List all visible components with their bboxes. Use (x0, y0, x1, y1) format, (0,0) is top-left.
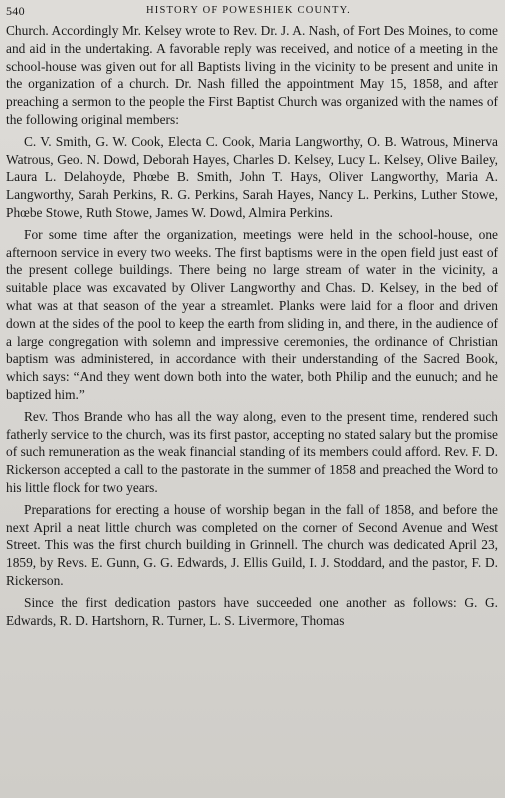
paragraph-succeeding-pastors: Since the first dedication pastors have succeeded one another as follows: G. G. Edwards, R. D. Hartshorn, R. Turner, L. S. Livermore, Thomas (6, 594, 498, 628)
page-header (6, 3, 496, 19)
paragraph-church-organization: Church. Accordingly Mr. Kelsey wrote to Rev. Dr. J. A. Nash, of Fort Des Moines, to come and aid in the undertaking. A favorable reply was received, and notice of a meeting in the school-house was given out for all Baptists living in the vicinity to be present and unite in the organization of a church. Dr. Nash filled the appointment May 15, 1858, and after preaching a sermon to the people the First Baptist Church was organized with the names of the following original members: (6, 23, 498, 127)
paragraph-original-members: C. V. Smith, G. W. Cook, Electa C. Cook, Maria Langworthy, O. B. Watrous, Minerva Watrous, Geo. N. Dowd, Deborah Hayes, Charles D. Kelsey, Lucy L. Kelsey, Olive Bailey, Laura L. Delahoyde, Phœbe B. Smith, John T. Hays, Oliver Langworthy, Maria A. Langworthy, Sarah Perkins, R. G. Perkins, Sarah Hayes, Nancy L. Perkins, Luther Stowe, Phœbe Stowe, Ruth Stowe, James W. Dowd, Almira Perkins. (6, 133, 498, 220)
body-text (6, 22, 498, 633)
paragraph-house-of-worship: Preparations for erecting a house of worship began in the fall of 1858, and before the next April a neat little church was completed on the corner of Second Avenue and West Street. This was the first church building in Grinnell. The church was dedicated April 23, 1859, by Revs. E. Gunn, G. G. Edwards, J. Ellis Guild, I. J. Stoddard, and the pastor, F. D. Rickerson. (6, 501, 498, 588)
running-head: HISTORY OF POWESHIEK COUNTY. (146, 5, 351, 16)
page-number: 540 (6, 4, 25, 18)
paragraph-first-pastor: Rev. Thos Brande who has all the way along, even to the present time, rendered such fatherly service to the church, was its first pastor, accepting no stated salary but the promise of such remuneration as the weak financial standing of its members could afford. Rev. F. D. Rickerson accepted a call to the pastorate in the summer of 1858 and preached the Word to his little flock for two years. (6, 408, 498, 495)
paragraph-early-meetings-baptisms: For some time after the organization, meetings were held in the school-house, one afternoon service in every two weeks. The first baptisms were in the open field just east of the present college buildings. There being no large stream of water in the vicinity, a suitable place was excavated by Oliver Langworthy and Chas. D. Kelsey, in the bed of what was at that season of the year a streamlet. Planks were laid for a floor and driven down at the sides of the pool to keep the earth from sliding in, and there, in the audience of a large congregation with solemn and impressive ceremonies, the ordinance of Christian baptism was administered, in accordance with their understanding of the Sacred Book, which says: “And they went down both into the water, both Philip and the eunuch; and he baptized him.” (6, 226, 498, 402)
